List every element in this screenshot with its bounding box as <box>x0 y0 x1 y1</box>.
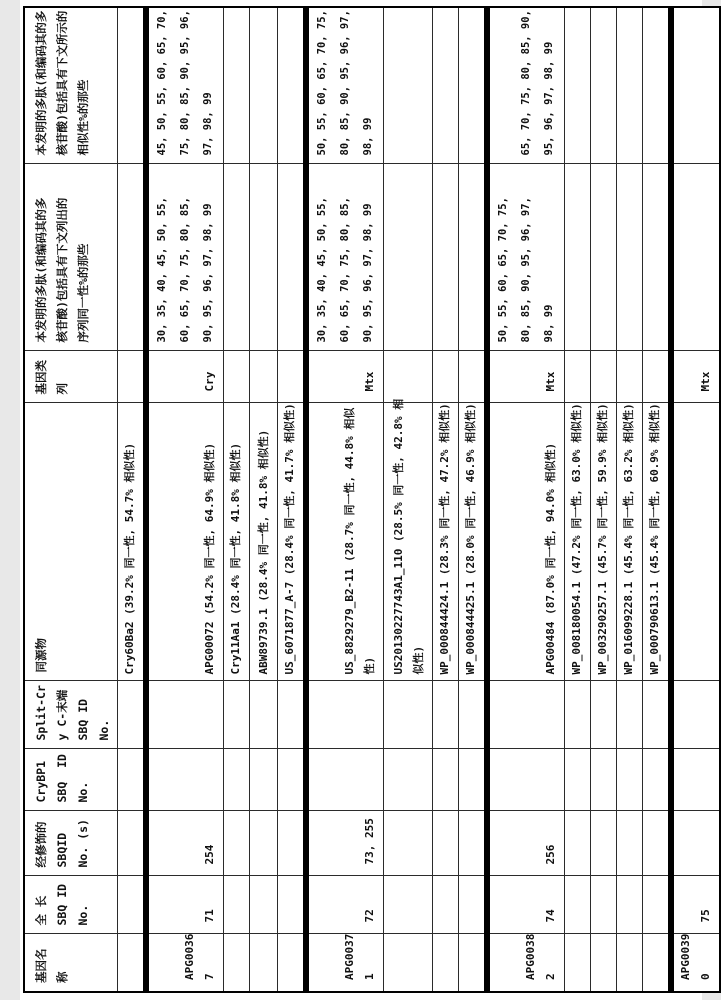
cell-family <box>249 351 277 403</box>
cell-identity <box>616 164 642 351</box>
cell-gene-name: APG0038 2 <box>487 934 565 992</box>
cell-split-cry <box>616 681 642 749</box>
cell-gene-name <box>383 934 432 992</box>
cell-modified <box>223 811 249 876</box>
cell-identity <box>642 164 671 351</box>
cell-gene-name: APG0037 1 <box>306 934 384 992</box>
header-similarity-percent: 本发明的多肽(和编码其的多 核苷酸)包括具有下文所示的 相似性%的那些 <box>24 7 118 164</box>
cell-split-cry <box>117 681 146 749</box>
cell-crybp1 <box>249 749 277 811</box>
cell-similarity <box>117 7 146 164</box>
cell-homolog: US_6071877_A-7 (28.4% 同一性, 41.7% 相似性) <box>277 403 306 681</box>
cell-crybp1 <box>383 749 432 811</box>
cell-family <box>458 351 487 403</box>
cell-identity <box>117 164 146 351</box>
cell-gene-name <box>223 934 249 992</box>
cell-homolog: US20130227743A1_110 (28.5% 同一性, 42.8% 相 似性) <box>383 403 432 681</box>
header-crybp1-seq-id: CryBP1 SBQ ID No. <box>24 749 118 811</box>
cell-family <box>277 351 306 403</box>
cell-family <box>432 351 458 403</box>
header-split-cry-seq-id: Split-Cr y C-末端 SBQ ID No. <box>24 681 118 749</box>
header-identity-percent: 本发明的多肽(和编码其的多 核苷酸)包括具有下文列出的 序列同一性%的那些 <box>24 164 118 351</box>
cell-split-cry <box>564 681 590 749</box>
patent-sequence-table <box>23 6 721 993</box>
cell-identity <box>383 164 432 351</box>
cell-identity <box>590 164 616 351</box>
cell-modified: 73, 255 <box>306 811 384 876</box>
cell-identity: 50, 55, 60, 65, 70, 75, 80, 85, 90, 95, 96, 97, 98, 99 <box>487 164 565 351</box>
cell-homolog: WP_000844425.1 (28.0% 同一性, 46.9% 相似性) <box>458 403 487 681</box>
table-row-apg00390 <box>671 7 721 992</box>
cell-modified <box>249 811 277 876</box>
cell-full-length: 71 <box>146 876 224 934</box>
cell-homolog: Cry60Ba2 (39.2% 同一性, 54.7% 相似性) <box>117 403 146 681</box>
cell-similarity <box>458 7 487 164</box>
cell-family: Mtx <box>306 351 384 403</box>
cell-crybp1 <box>671 749 721 811</box>
cell-identity <box>277 164 306 351</box>
cell-homolog: WP_016099228.1 (45.4% 同一性, 63.2% 相似性) <box>616 403 642 681</box>
cell-modified <box>383 811 432 876</box>
cell-gene-name <box>616 934 642 992</box>
cell-gene-name <box>249 934 277 992</box>
cell-full-length <box>249 876 277 934</box>
cell-gene-name: APG0036 7 <box>146 934 224 992</box>
cell-identity <box>223 164 249 351</box>
rotated-table-container <box>20 0 712 1000</box>
cell-split-cry <box>277 681 306 749</box>
cell-family: Mtx <box>487 351 565 403</box>
cell-family <box>616 351 642 403</box>
table-row <box>249 7 277 992</box>
cell-modified <box>117 811 146 876</box>
cell-homolog: US_8829279_B2-11 (28.7% 同一性, 44.8% 相似 性) <box>306 403 384 681</box>
cell-crybp1 <box>306 749 384 811</box>
cell-full-length <box>616 876 642 934</box>
cell-family <box>590 351 616 403</box>
cell-full-length <box>432 876 458 934</box>
table-row-continuation <box>117 7 146 992</box>
cell-similarity <box>642 7 671 164</box>
cell-modified <box>642 811 671 876</box>
cell-modified <box>564 811 590 876</box>
cell-full-length <box>383 876 432 934</box>
cell-similarity: 45, 50, 55, 60, 65, 70, 75, 80, 85, 90, 95, 96, 97, 98, 99 <box>146 7 224 164</box>
cell-full-length: 74 <box>487 876 565 934</box>
table-row <box>223 7 249 992</box>
cell-family <box>642 351 671 403</box>
cell-split-cry <box>383 681 432 749</box>
cell-family: Mtx <box>671 351 721 403</box>
cell-full-length <box>117 876 146 934</box>
cell-full-length <box>277 876 306 934</box>
cell-split-cry <box>487 681 565 749</box>
cell-crybp1 <box>487 749 565 811</box>
cell-family <box>564 351 590 403</box>
table-row <box>590 7 616 992</box>
cell-split-cry <box>223 681 249 749</box>
cell-crybp1 <box>277 749 306 811</box>
cell-identity <box>432 164 458 351</box>
table-row-apg00371 <box>306 7 384 992</box>
cell-full-length <box>564 876 590 934</box>
cell-crybp1 <box>117 749 146 811</box>
cell-similarity <box>383 7 432 164</box>
cell-homolog: Cry11Aa1 (28.4% 同一性, 41.8% 相似性) <box>223 403 249 681</box>
cell-full-length: 72 <box>306 876 384 934</box>
cell-crybp1 <box>146 749 224 811</box>
cell-modified: 256 <box>487 811 565 876</box>
cell-similarity <box>277 7 306 164</box>
cell-similarity <box>590 7 616 164</box>
cell-similarity <box>616 7 642 164</box>
cell-gene-name <box>564 934 590 992</box>
cell-full-length <box>458 876 487 934</box>
cell-split-cry <box>458 681 487 749</box>
cell-similarity <box>564 7 590 164</box>
cell-crybp1 <box>642 749 671 811</box>
cell-crybp1 <box>223 749 249 811</box>
cell-crybp1 <box>432 749 458 811</box>
cell-identity <box>249 164 277 351</box>
table-row <box>432 7 458 992</box>
cell-homolog: WP_003290257.1 (45.7% 同一性, 59.9% 相似性) <box>590 403 616 681</box>
cell-homolog <box>671 403 721 681</box>
cell-split-cry <box>306 681 384 749</box>
cell-split-cry <box>432 681 458 749</box>
cell-gene-name <box>277 934 306 992</box>
cell-gene-name <box>117 934 146 992</box>
cell-identity: 30, 35, 40, 45, 50, 55, 60, 65, 70, 75, 80, 85, 90, 95, 96, 97, 98, 99 <box>306 164 384 351</box>
cell-family <box>223 351 249 403</box>
cell-split-cry <box>249 681 277 749</box>
cell-split-cry <box>590 681 616 749</box>
cell-similarity <box>671 7 721 164</box>
cell-modified <box>458 811 487 876</box>
cell-crybp1 <box>616 749 642 811</box>
cell-similarity: 50, 55, 60, 65, 70, 75, 80, 85, 90, 95, 96, 97, 98, 99 <box>306 7 384 164</box>
cell-modified <box>671 811 721 876</box>
cell-homolog: WP_008180054.1 (47.2% 同一性, 63.0% 相似性) <box>564 403 590 681</box>
table-row-apg00382 <box>487 7 565 992</box>
cell-modified <box>277 811 306 876</box>
table-row <box>564 7 590 992</box>
cell-full-length <box>642 876 671 934</box>
cell-homolog: WP_000790613.1 (45.4% 同一性, 60.9% 相似性) <box>642 403 671 681</box>
cell-full-length <box>590 876 616 934</box>
cell-homolog: ABW89739.1 (28.4% 同一性, 41.8% 相似性) <box>249 403 277 681</box>
cell-modified <box>616 811 642 876</box>
table-row <box>383 7 432 992</box>
cell-identity <box>458 164 487 351</box>
header-homolog: 同源物 <box>24 403 118 681</box>
cell-family: Cry <box>146 351 224 403</box>
cell-crybp1 <box>564 749 590 811</box>
table-row-apg00367 <box>146 7 224 992</box>
table-row <box>642 7 671 992</box>
cell-homolog: APG00072 (54.2% 同一性, 64.9% 相似性) <box>146 403 224 681</box>
cell-gene-name <box>458 934 487 992</box>
cell-homolog: APG00484 (87.0% 同一性, 94.0% 相似性) <box>487 403 565 681</box>
cell-similarity <box>223 7 249 164</box>
cell-similarity <box>249 7 277 164</box>
cell-family <box>117 351 146 403</box>
cell-split-cry <box>671 681 721 749</box>
cell-identity <box>671 164 721 351</box>
table-row <box>458 7 487 992</box>
cell-similarity: 65, 70, 75, 80, 85, 90, 95, 96, 97, 98, 99 <box>487 7 565 164</box>
cell-family <box>383 351 432 403</box>
cell-gene-name <box>432 934 458 992</box>
table-row <box>277 7 306 992</box>
cell-homolog: WP_000844424.1 (28.3% 同一性, 47.2% 相似性) <box>432 403 458 681</box>
cell-similarity <box>432 7 458 164</box>
cell-gene-name <box>642 934 671 992</box>
cell-split-cry <box>642 681 671 749</box>
header-full-length-seq-id: 全 长 SBQ ID No. <box>24 876 118 934</box>
cell-full-length <box>223 876 249 934</box>
table-row <box>616 7 642 992</box>
cell-modified: 254 <box>146 811 224 876</box>
cell-split-cry <box>146 681 224 749</box>
header-row <box>24 7 118 992</box>
header-gene-family: 基因类 列 <box>24 351 118 403</box>
header-gene-name: 基因名 称 <box>24 934 118 992</box>
cell-modified <box>432 811 458 876</box>
header-modified-seq-id: 经修饰的 SBQID No. (s) <box>24 811 118 876</box>
cell-full-length: 75 <box>671 876 721 934</box>
cell-identity <box>564 164 590 351</box>
cell-modified <box>590 811 616 876</box>
cell-gene-name <box>590 934 616 992</box>
cell-gene-name: APG0039 0 <box>671 934 721 992</box>
cell-identity: 30, 35, 40, 45, 50, 55, 60, 65, 70, 75, 80, 85, 90, 95, 96, 97, 98, 99 <box>146 164 224 351</box>
page-canvas <box>20 0 712 1000</box>
cell-crybp1 <box>590 749 616 811</box>
cell-crybp1 <box>458 749 487 811</box>
